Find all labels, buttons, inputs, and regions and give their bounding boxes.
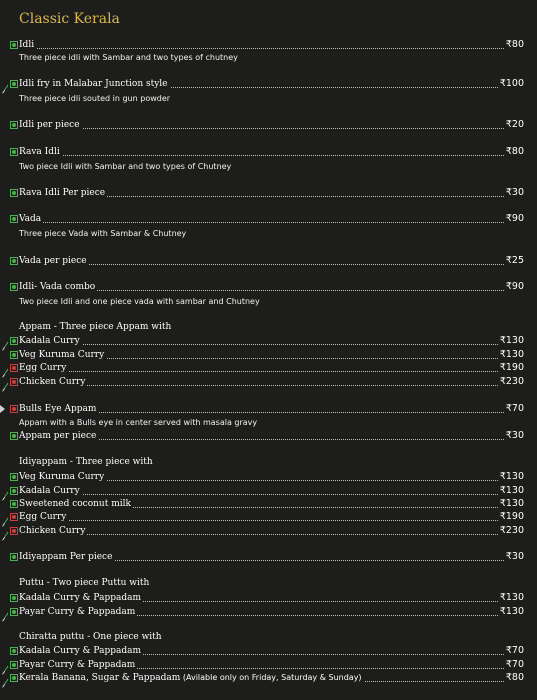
item-icons xyxy=(2,40,18,50)
spicy-chili-icon xyxy=(2,607,8,617)
item-icons xyxy=(2,512,18,522)
item-price: ₹90 xyxy=(505,213,524,224)
veg-indicator-icon xyxy=(10,473,18,481)
item-icons xyxy=(2,526,18,536)
item-name: Kadala Curry & Pappadam xyxy=(19,646,141,656)
menu-item xyxy=(0,375,537,389)
menu-item xyxy=(0,145,537,159)
item-name: Idli xyxy=(19,40,35,50)
item-name: Idli- Vada combo xyxy=(19,282,96,292)
dotted-leader xyxy=(19,534,506,535)
dotted-leader xyxy=(19,264,506,265)
menu-item xyxy=(0,470,537,484)
menu-item xyxy=(0,591,537,605)
section-heading: Puttu - Two piece Puttu with xyxy=(19,578,150,588)
veg-indicator-icon xyxy=(10,594,18,602)
item-description: Two piece Idli with Sambar and two types of Chutney xyxy=(19,162,232,171)
veg-indicator-icon xyxy=(10,121,18,129)
item-price: ₹230 xyxy=(499,376,524,387)
item-icons xyxy=(2,147,18,157)
veg-indicator-icon xyxy=(10,283,18,291)
menu-item xyxy=(0,510,537,524)
item-price: ₹20 xyxy=(505,119,524,130)
item-description: Two piece Idli and one piece vada with sambar and Chutney xyxy=(19,297,260,306)
item-name: Kadala Curry xyxy=(19,486,80,496)
spicy-chili-icon xyxy=(2,673,8,683)
menu-item xyxy=(0,524,537,538)
menu-item xyxy=(0,429,537,443)
dotted-leader xyxy=(19,371,506,372)
dotted-leader xyxy=(19,128,506,129)
veg-indicator-icon xyxy=(10,500,18,508)
item-name: Egg Curry xyxy=(19,363,67,373)
item-name: Kadala Curry xyxy=(19,336,80,346)
item-name: Chicken Curry xyxy=(19,377,86,387)
dotted-leader xyxy=(19,344,506,345)
item-description: Appam with a Bulls eye in center served with masala gravy xyxy=(19,418,258,427)
item-name: Vada xyxy=(19,214,42,224)
spicy-chili-icon xyxy=(2,377,8,387)
item-name: Idli per piece xyxy=(19,120,80,130)
spicy-chili-icon xyxy=(2,660,8,670)
item-description: Three piece idli souted in gun powder xyxy=(19,94,171,103)
menu-item xyxy=(0,605,537,619)
nonveg-indicator-icon xyxy=(10,513,18,521)
item-price: ₹80 xyxy=(505,39,524,50)
menu-item xyxy=(0,402,537,416)
item-price: ₹130 xyxy=(499,592,524,603)
menu-title: Classic Kerala xyxy=(19,11,120,27)
nonveg-indicator-icon xyxy=(10,527,18,535)
item-name: Rava Idli xyxy=(19,147,60,157)
item-icons xyxy=(2,350,18,360)
item-icons xyxy=(2,607,18,617)
nonveg-indicator-icon xyxy=(10,364,18,372)
menu-item xyxy=(0,38,537,52)
dotted-leader xyxy=(19,385,506,386)
item-icons xyxy=(2,214,18,224)
item-price: ₹70 xyxy=(505,403,524,414)
item-icons xyxy=(2,336,18,346)
dotted-leader xyxy=(19,155,506,156)
item-price: ₹130 xyxy=(499,349,524,360)
item-name: Chicken Curry xyxy=(19,526,86,536)
item-icons xyxy=(2,120,18,130)
item-price: ₹100 xyxy=(499,78,524,89)
spicy-chili-icon xyxy=(2,526,8,536)
item-icons xyxy=(2,431,18,441)
item-name: Payar Curry & Pappadam xyxy=(19,607,136,617)
menu-item xyxy=(0,497,537,511)
item-name: Egg Curry xyxy=(19,512,67,522)
spicy-chili-icon xyxy=(2,79,8,89)
item-description: Three piece Vada with Sambar & Chutney xyxy=(19,229,187,238)
item-icons xyxy=(2,472,18,482)
item-price: ₹30 xyxy=(505,551,524,562)
veg-indicator-icon xyxy=(10,553,18,561)
item-price: ₹70 xyxy=(505,645,524,656)
section-heading: Idiyappam - Three piece with xyxy=(19,457,153,467)
section-heading: Appam - Three piece Appam with xyxy=(19,322,172,332)
item-icons xyxy=(2,282,18,292)
item-price: ₹130 xyxy=(499,498,524,509)
veg-indicator-icon xyxy=(10,351,18,359)
item-price: ₹130 xyxy=(499,485,524,496)
section-heading: Chiratta puttu - One piece with xyxy=(19,632,162,642)
item-name: Vada per piece xyxy=(19,256,87,266)
veg-indicator-icon xyxy=(10,487,18,495)
item-name: Veg Kuruma Curry xyxy=(19,350,105,360)
menu-item xyxy=(0,361,537,375)
item-price: ₹130 xyxy=(499,471,524,482)
menu-item xyxy=(0,212,537,226)
item-price: ₹190 xyxy=(499,511,524,522)
item-name: Idli fry in Malabar Junction style xyxy=(19,79,168,89)
veg-indicator-icon xyxy=(10,80,18,88)
item-price: ₹90 xyxy=(505,281,524,292)
menu-item xyxy=(0,334,537,348)
veg-indicator-icon xyxy=(10,337,18,345)
veg-indicator-icon xyxy=(10,608,18,616)
spicy-chili-icon xyxy=(2,512,8,522)
item-icons xyxy=(2,486,18,496)
item-price: ₹30 xyxy=(505,187,524,198)
veg-indicator-icon xyxy=(10,41,18,49)
item-icons xyxy=(2,499,18,509)
item-name: Bulls Eye Appam xyxy=(19,404,97,414)
menu-item xyxy=(0,484,537,498)
spicy-chili-icon xyxy=(2,486,8,496)
menu-item xyxy=(0,671,537,685)
menu-item xyxy=(0,348,537,362)
item-icons xyxy=(2,377,18,387)
veg-indicator-icon xyxy=(10,674,18,682)
veg-indicator-icon xyxy=(10,647,18,655)
item-price: ₹25 xyxy=(505,255,524,266)
item-name: Payar Curry & Pappadam xyxy=(19,660,136,670)
menu-item xyxy=(0,658,537,672)
menu-item xyxy=(0,254,537,268)
menu-item xyxy=(0,550,537,564)
item-description: Three piece idli with Sambar and two types of chutney xyxy=(19,53,238,62)
item-price: ₹80 xyxy=(505,146,524,157)
menu-item xyxy=(0,118,537,132)
item-icons xyxy=(2,660,18,670)
item-name: Idiyappam Per piece xyxy=(19,552,113,562)
item-icons xyxy=(2,673,18,683)
item-icons xyxy=(2,404,18,414)
item-icons xyxy=(2,188,18,198)
item-name: Appam per piece xyxy=(19,431,97,441)
dotted-leader xyxy=(19,520,506,521)
item-icons xyxy=(2,646,18,656)
menu-item xyxy=(0,644,537,658)
item-note: (Avilable only on Friday, Saturday & Sunday) xyxy=(180,673,362,682)
menu-item xyxy=(0,77,537,91)
item-icons xyxy=(2,256,18,266)
item-price: ₹130 xyxy=(499,606,524,617)
nonveg-indicator-icon xyxy=(10,405,18,413)
dotted-leader xyxy=(19,494,506,495)
veg-indicator-icon xyxy=(10,215,18,223)
nonveg-indicator-icon xyxy=(10,378,18,386)
veg-indicator-icon xyxy=(10,432,18,440)
veg-indicator-icon xyxy=(10,148,18,156)
item-price: ₹70 xyxy=(505,659,524,670)
item-icons xyxy=(2,363,18,373)
veg-indicator-icon xyxy=(10,661,18,669)
item-price: ₹80 xyxy=(505,672,524,683)
menu-item xyxy=(0,186,537,200)
item-name: Kadala Curry & Pappadam xyxy=(19,593,141,603)
item-price: ₹130 xyxy=(499,335,524,346)
item-price: ₹190 xyxy=(499,362,524,373)
item-name: Veg Kuruma Curry xyxy=(19,472,105,482)
item-name: Sweetened coconut milk xyxy=(19,499,131,509)
spicy-chili-icon xyxy=(2,363,8,373)
item-price: ₹30 xyxy=(505,430,524,441)
item-price: ₹230 xyxy=(499,525,524,536)
dotted-leader xyxy=(19,48,506,49)
item-name: Rava Idli Per piece xyxy=(19,188,106,198)
item-icons xyxy=(2,79,18,89)
dotted-leader xyxy=(19,222,506,223)
item-icons xyxy=(2,593,18,603)
veg-indicator-icon xyxy=(10,189,18,197)
menu-item xyxy=(0,280,537,294)
spicy-chili-icon xyxy=(2,336,8,346)
veg-indicator-icon xyxy=(10,257,18,265)
item-icons xyxy=(2,552,18,562)
item-name: Kerala Banana, Sugar & Pappadam (Avilable only on Friday, Saturday & Sunday) xyxy=(19,673,362,683)
